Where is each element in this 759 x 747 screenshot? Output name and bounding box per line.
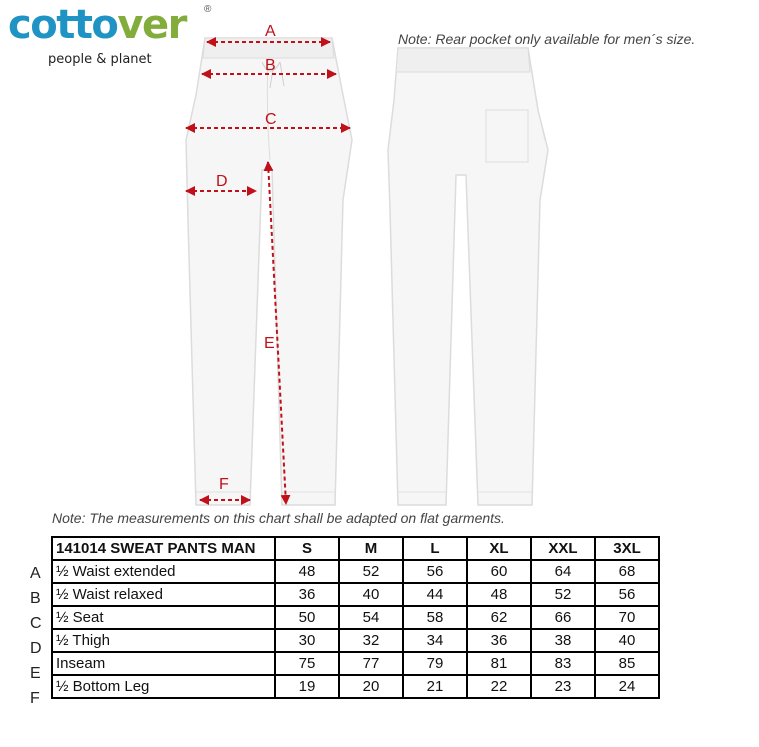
size-chart-table	[51, 536, 660, 699]
table-cell: 62	[467, 606, 531, 629]
registered-mark: ®	[204, 4, 212, 15]
table-cell: 56	[595, 583, 659, 606]
row-letter: F	[30, 690, 40, 707]
table-cell: 19	[275, 675, 339, 698]
table-row	[52, 629, 659, 652]
note-rear-pocket: Note: Rear pocket only available for men´s size.	[398, 31, 696, 47]
size-header: L	[403, 537, 467, 560]
table-cell: 40	[595, 629, 659, 652]
pants-front-illustration	[186, 38, 352, 505]
row-letter: B	[30, 590, 41, 607]
table-row	[52, 675, 659, 698]
table-cell: 85	[595, 652, 659, 675]
table-cell: 66	[531, 606, 595, 629]
row-letter: E	[30, 665, 41, 682]
table-cell: 38	[531, 629, 595, 652]
measurement-label: Inseam	[52, 652, 275, 675]
table-cell: 64	[531, 560, 595, 583]
table-cell: 60	[467, 560, 531, 583]
table-row	[52, 652, 659, 675]
row-letter: C	[30, 615, 42, 632]
table-cell: 52	[531, 583, 595, 606]
measurement-label: ½ Waist relaxed	[52, 583, 275, 606]
measurement-label: ½ Bottom Leg	[52, 675, 275, 698]
table-cell: 58	[403, 606, 467, 629]
table-cell: 21	[403, 675, 467, 698]
table-cell: 56	[403, 560, 467, 583]
table-cell: 36	[275, 583, 339, 606]
table-cell: 75	[275, 652, 339, 675]
size-header: S	[275, 537, 339, 560]
table-cell: 54	[339, 606, 403, 629]
measure-label-d: D	[216, 173, 228, 190]
table-cell: 83	[531, 652, 595, 675]
size-header: M	[339, 537, 403, 560]
table-cell: 50	[275, 606, 339, 629]
measure-label-c: C	[265, 111, 277, 128]
table-cell: 30	[275, 629, 339, 652]
table-cell: 20	[339, 675, 403, 698]
table-cell: 79	[403, 652, 467, 675]
table-cell: 36	[467, 629, 531, 652]
table-cell: 23	[531, 675, 595, 698]
brand-name-part1: cotto	[8, 2, 118, 48]
measurement-label: ½ Seat	[52, 606, 275, 629]
measurement-label: ½ Waist extended	[52, 560, 275, 583]
table-row	[52, 560, 659, 583]
measure-label-b: B	[265, 57, 276, 74]
table-cell: 40	[339, 583, 403, 606]
table-cell: 81	[467, 652, 531, 675]
size-header: XL	[467, 537, 531, 560]
table-cell: 68	[595, 560, 659, 583]
measure-label-a: A	[265, 23, 276, 40]
pants-back-illustration	[388, 48, 548, 505]
table-cell: 48	[467, 583, 531, 606]
brand-name-part2: ver	[117, 2, 186, 48]
measure-label-e: E	[264, 335, 275, 352]
size-header: 3XL	[595, 537, 659, 560]
table-cell: 77	[339, 652, 403, 675]
table-cell: 32	[339, 629, 403, 652]
table-cell: 48	[275, 560, 339, 583]
measurement-label: ½ Thigh	[52, 629, 275, 652]
size-header: XXL	[531, 537, 595, 560]
table-cell: 22	[467, 675, 531, 698]
table-cell: 34	[403, 629, 467, 652]
table-row	[52, 606, 659, 629]
note-flat-garments: Note: The measurements on this chart shall be adapted on flat garments.	[52, 510, 505, 526]
table-cell: 70	[595, 606, 659, 629]
brand-tagline: people & planet	[48, 52, 152, 67]
table-cell: 24	[595, 675, 659, 698]
table-cell: 44	[403, 583, 467, 606]
measure-label-f: F	[219, 476, 229, 493]
table-cell: 52	[339, 560, 403, 583]
row-letters	[30, 561, 42, 711]
table-header-row	[52, 537, 659, 560]
row-letter: D	[30, 640, 42, 657]
row-letter: A	[30, 565, 41, 582]
table-title: 141014 SWEAT PANTS MAN	[52, 537, 275, 560]
table-row	[52, 583, 659, 606]
